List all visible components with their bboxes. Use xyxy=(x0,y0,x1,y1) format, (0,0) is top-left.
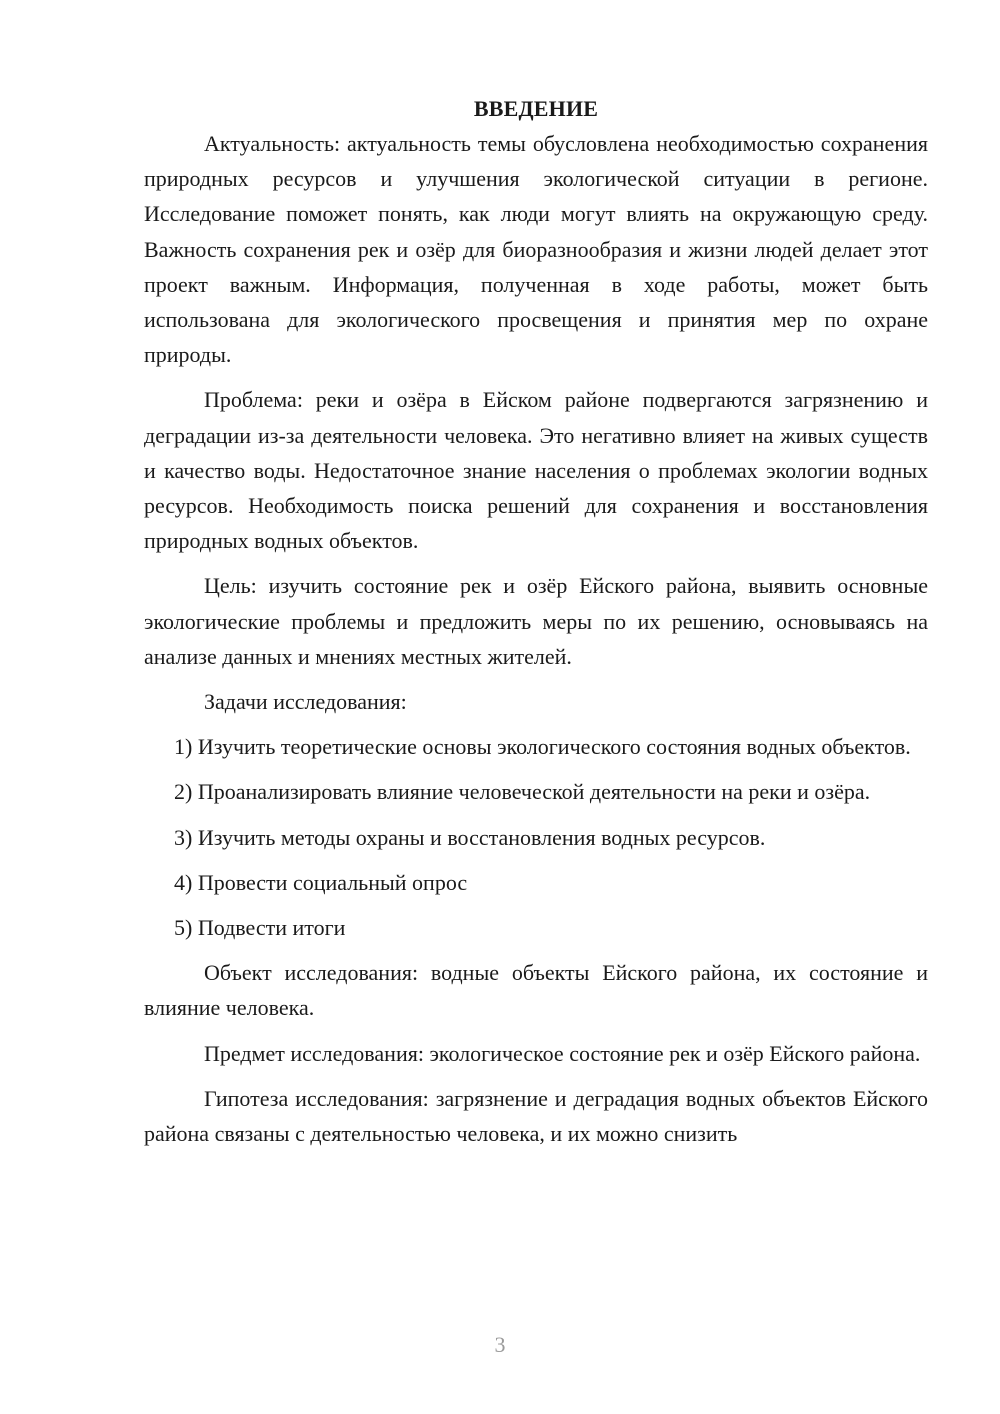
task-item-3: 3) Изучить методы охраны и восстановления водных ресурсов. xyxy=(174,824,766,850)
paragraph-subject: Предмет исследования: экологическое состояние рек и озёр Ейского района. xyxy=(204,1040,921,1066)
document-page xyxy=(144,92,928,1151)
task-item-4: 4) Провести социальный опрос xyxy=(174,869,468,895)
task-item-5: 5) Подвести итоги xyxy=(174,915,346,941)
paragraph-object: Объект исследования: водные объекты Ейского района, их состояние и влияние человека. xyxy=(144,960,928,1021)
paragraph-problem: Проблема: реки и озёра в Ейском районе подвергаются загрязнению и деградации из-за деятельности человека. Это негативно влияет на живых существ и качество воды. Недостаточное знание населения о проблемах экологии водных ресурсов. Необходимость поиска решений для сохранения и восстановления природных водных объектов. xyxy=(144,387,928,554)
page-number: 3 xyxy=(494,1332,506,1357)
task-item-2: 2) Проанализировать влияние человеческой деятельности на реки и озёра. xyxy=(174,779,871,805)
task-item-1: 1) Изучить теоретические основы экологического состояния водных объектов. xyxy=(174,734,911,760)
paragraph-tasks-heading: Задачи исследования: xyxy=(204,689,407,715)
paragraph-relevance: Актуальность: актуальность темы обусловлена необходимостью сохранения природных ресурсов и улучшения экологической ситуации в регионе. Исследование поможет понять, как люди могут влиять на окружающую среду. Важность сохранения рек и озёр для биоразнообразия и жизни людей делает этот проект важным. Информация, полученная в ходе работы, может быть использована для экологического просвещения и принятия мер по охране природы. xyxy=(144,131,928,368)
paragraph-hypothesis: Гипотеза исследования: загрязнение и деградация водных объектов Ейского района связаны с деятельностью человека, и их можно снизить xyxy=(144,1085,928,1147)
paragraph-goal: Цель: изучить состояние рек и озёр Ейского района, выявить основные экологические проблемы и предложить меры по их решению, основываясь на анализе данных и мнениях местных жителей. xyxy=(144,573,928,669)
section-title: ВВЕДЕНИЕ xyxy=(473,96,599,121)
